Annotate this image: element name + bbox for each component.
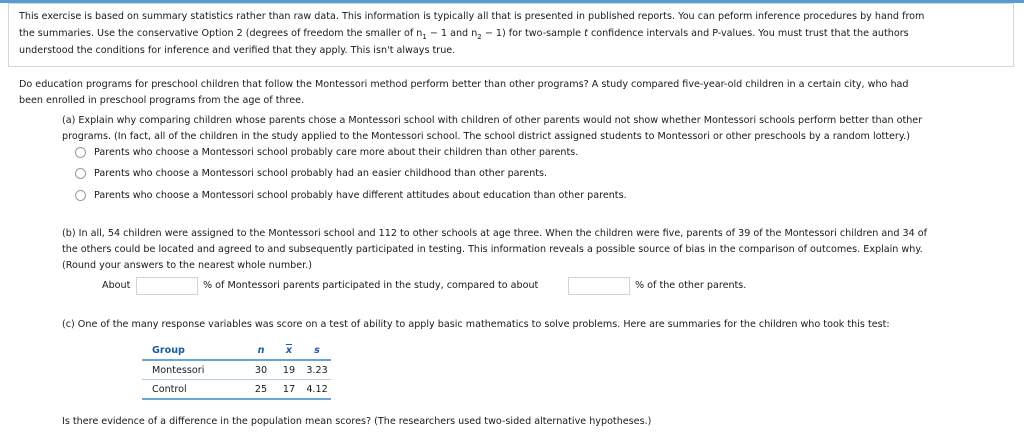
part-a-line-1: (a) Explain why comparing children whose parents chose a Montessori school with children of other parents would not show whether Montessori schools perform better than other [62,115,923,126]
option-3-radio[interactable] [75,190,86,201]
option-2-radio[interactable] [75,168,86,179]
other-percent-input[interactable] [568,277,630,295]
header-s [303,341,331,360]
intro-text-e: confidence intervals and P-values. You must trust that the authors [590,28,909,39]
intro-text-b: − 1 and n [429,28,478,39]
table-header [142,341,331,360]
intro-text-a: the summaries. Use the conservative Option 2 (degrees of freedom the smaller of n [19,28,423,39]
other-percent-text: % of the other parents. [635,280,747,291]
header-group: Group [142,341,247,360]
about-label: About [102,280,131,291]
intro-line-1: This exercise is based on summary statistics rather than raw data. This information is typically all that is presented in published reports. You can peform inference procedures by hand from [19,11,925,22]
option-1-radio[interactable] [75,147,86,158]
option-2-label[interactable]: Parents who choose a Montessori school probably had an easier childhood than other parents. [94,168,548,179]
header-n-text: n [257,344,265,356]
question-line-2: been enrolled in preschool programs from the age of three. [19,95,305,106]
row-2-s: 4.12 [303,380,331,400]
row-2-group: Control [142,380,247,400]
intro-line-2: the summaries. Use the conservative Option 2 (degrees of freedom the smaller of $n_1 - 1$ and $n_2 - 1$) for two-sample t confidence intervals and P-values. You must trust that the authors [19,28,909,41]
part-c-footer: Is there evidence of a difference in the population mean scores? (The researchers used two-sided alternative hypotheses.) [62,416,652,427]
header-s-text: s [314,344,320,356]
option-3-label[interactable]: Parents who choose a Montessori school probably have different attitudes about education than other parents. [94,190,627,201]
part-b-line-1: (b) In all, 54 children were assigned to the Montessori school and 112 to other schools at age three. When the children were five, parents of 39 of the Montessori children and 34 of [62,228,928,239]
montessori-percent-input[interactable] [136,277,198,295]
part-a-line-2: programs. (In fact, all of the children in the study applied to the Montessori school. The school district assigned students to Montessori or other preschools by a random lottery.) [62,131,910,142]
row-1-s: 3.23 [303,360,331,380]
header-xbar-text: $\overline{x}$ [285,344,293,356]
row-1-xbar: 19 [275,360,303,380]
montessori-percent-text: % of Montessori parents participated in the study, compared to about [203,280,539,291]
table-row [142,380,331,400]
header-n [247,341,275,360]
table-row [142,360,331,380]
question-line-1: Do education programs for preschool children that follow the Montessori method perform better than other programs? A study compared five-year-old children in a certain city, who had [19,79,909,90]
intro-text-t: t [584,28,588,39]
row-2-xbar: 17 [275,380,303,400]
intro-line-3: understood the conditions for inference and verified that they apply. This isn't always true. [19,45,456,56]
option-1-label[interactable]: Parents who choose a Montessori school probably care more about their children than other parents. [94,147,579,158]
header-xbar [275,341,303,360]
part-b-line-3: (Round your answers to the nearest whole number.) [62,260,313,271]
intro-text-c: − 1) for two-sample [484,28,582,39]
row-2-n: 25 [247,380,275,400]
part-c-line-1: (c) One of the many response variables was score on a test of ability to apply basic mathematics to solve problems. Here are summaries for the children who took this test: [62,319,890,330]
part-b-line-2: the others could be located and agreed to and subsequently participated in testing. This information reveals a possible source of bias in the comparison of outcomes. Explain why. [62,244,923,255]
row-1-n: 30 [247,360,275,380]
row-1-group: Montessori [142,360,247,380]
summary-table [142,341,331,400]
